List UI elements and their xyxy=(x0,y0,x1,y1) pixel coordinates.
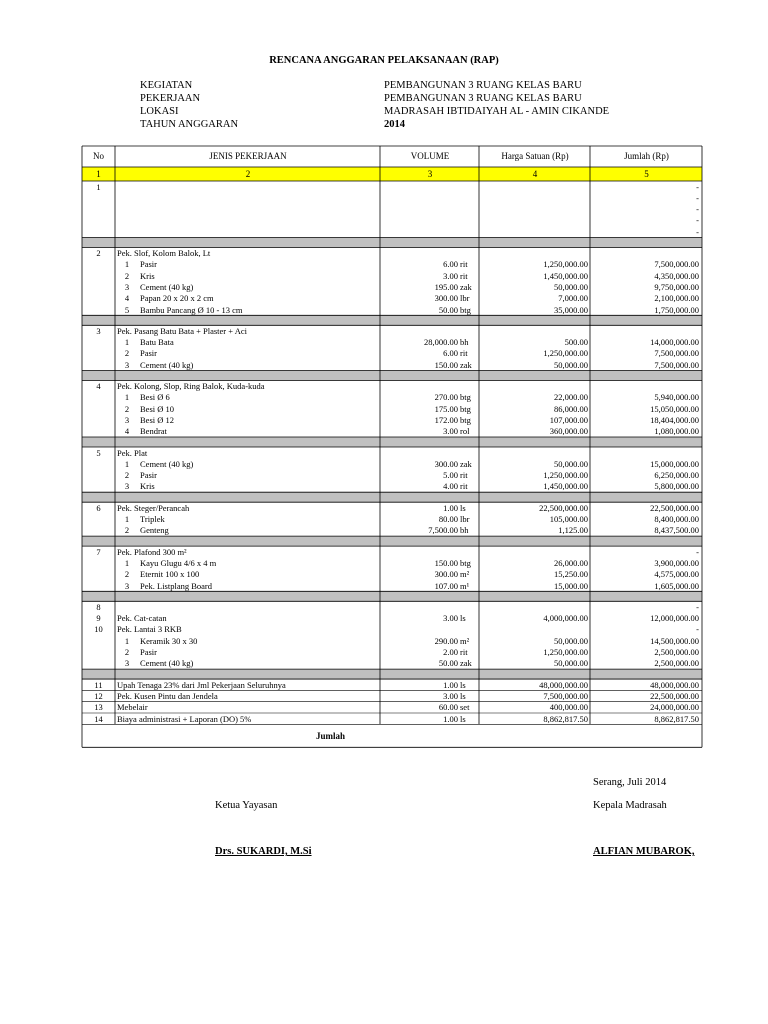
cell-description: Kayu Glugu 4/6 x 4 m xyxy=(140,557,217,568)
cell-total: 5,800,000.00 xyxy=(654,481,699,492)
cell-unit: btg xyxy=(460,414,471,425)
cell-price: 1,250,000.00 xyxy=(543,470,588,481)
cell-sub-no: 1 xyxy=(124,392,130,403)
cell-unit: m¹ xyxy=(460,580,470,591)
cell-description: Pasir xyxy=(140,259,157,270)
cell-unit: ls xyxy=(460,690,466,701)
cell-unit: btg xyxy=(460,392,471,403)
cell-volume: 50.00 xyxy=(438,658,458,669)
cell-total: 18,404,000.00 xyxy=(650,414,699,425)
cell-volume: 107.00 xyxy=(434,580,458,591)
cell-price: 1,450,000.00 xyxy=(543,270,588,281)
cell-volume: 50.00 xyxy=(438,304,458,315)
cell-price: 7,500,000.00 xyxy=(543,690,588,701)
cell-total: 8,862,817.50 xyxy=(654,713,699,724)
cell-unit: lbr xyxy=(460,514,470,524)
cell-total: 1,750,000.00 xyxy=(654,304,699,315)
cell-volume: 175.00 xyxy=(434,403,458,414)
cell-total: 14,500,000.00 xyxy=(650,635,699,646)
cell-sub-no: 2 xyxy=(124,569,130,580)
cell-description: Pek. Plat xyxy=(117,447,148,458)
cell-sub-no: 1 xyxy=(124,514,130,524)
cell-volume: 290.00 xyxy=(434,635,458,646)
cell-description: Upah Tenaga 23% dari Jml Pekerjaan Seluruhnya xyxy=(117,679,286,690)
cell-description: Keramik 30 x 30 xyxy=(140,635,198,646)
cell-volume: 28,000.00 xyxy=(424,337,458,348)
cell-price: 1,450,000.00 xyxy=(543,481,588,492)
cell-unit: rol xyxy=(460,426,470,437)
cell-total: 9,750,000.00 xyxy=(654,281,699,292)
cell-total: - xyxy=(696,226,699,237)
cell-sub-no: 2 xyxy=(124,647,130,657)
cell-total: 4,575,000.00 xyxy=(654,569,699,580)
cell-sub-no: 1 xyxy=(124,259,130,270)
cell-total: - xyxy=(696,215,699,226)
index-cell-1: 1 xyxy=(96,169,101,179)
cell-unit: btg xyxy=(460,557,471,568)
cell-total: 7,500,000.00 xyxy=(654,359,699,370)
cell-sub-no: 1 xyxy=(124,337,130,348)
cell-description: Pek. Listplang Board xyxy=(140,580,213,591)
cell-unit: rit xyxy=(460,348,468,359)
cell-description: Kris xyxy=(140,481,155,492)
cell-volume: 6.00 xyxy=(443,259,458,270)
cell-price: 500.00 xyxy=(564,337,588,348)
cell-price: 1,250,000.00 xyxy=(543,348,588,359)
cell-price: 26,000.00 xyxy=(554,557,588,568)
cell-description: Triplek xyxy=(140,514,165,524)
cell-description: Pasir xyxy=(140,348,157,359)
cell-unit: ls xyxy=(460,613,466,624)
cell-sub-no: 2 xyxy=(124,403,130,414)
cell-price: 1,250,000.00 xyxy=(543,647,588,657)
cell-total: 6,250,000.00 xyxy=(654,470,699,481)
cell-volume: 270.00 xyxy=(434,392,458,403)
cell-total: - xyxy=(696,601,699,612)
cell-price: 400,000.00 xyxy=(549,702,588,713)
cell-total: 2,500,000.00 xyxy=(654,658,699,669)
cell-description: Eternit 100 x 100 xyxy=(140,569,200,580)
cell-volume: 172.00 xyxy=(434,414,458,425)
cell-unit: ls xyxy=(460,713,466,724)
cell-price: 8,862,817.50 xyxy=(543,713,588,724)
cell-sub-no: 1 xyxy=(124,635,130,646)
cell-sub-no: 2 xyxy=(124,270,130,281)
info-value-lokasi: MADRASAH IBTIDAIYAH AL - AMIN CIKANDE xyxy=(384,106,610,117)
cell-volume: 7,500.00 xyxy=(428,525,458,536)
cell-volume: 1.00 xyxy=(443,713,458,724)
cell-description: Kris xyxy=(140,270,155,281)
cell-no: 4 xyxy=(96,381,101,391)
cell-volume: 300.00 xyxy=(434,458,458,469)
cell-total: - xyxy=(696,192,699,203)
cell-total: 48,000,000.00 xyxy=(650,679,699,690)
cell-description: Pek. Pasang Batu Bata + Plaster + Aci xyxy=(117,325,247,336)
cell-sub-no: 4 xyxy=(124,293,130,304)
cell-sub-no: 1 xyxy=(124,458,130,469)
cell-price: 86,000.00 xyxy=(554,403,588,414)
cell-unit: zak xyxy=(460,359,472,370)
cell-description: Pek. Lantai 3 RKB xyxy=(117,624,182,635)
cell-unit: btg xyxy=(460,403,471,414)
cell-price: 105,000.00 xyxy=(549,514,588,524)
cell-unit: m² xyxy=(460,635,470,646)
cell-description: Bambu Pancang Ø 10 - 13 cm xyxy=(140,304,243,315)
cell-description: Cement (40 kg) xyxy=(140,658,194,669)
cell-total: 15,000,000.00 xyxy=(650,458,699,469)
left-signatory-role: Ketua Yayasan xyxy=(215,800,278,811)
cell-no: 7 xyxy=(96,546,101,557)
cell-unit: rit xyxy=(460,481,468,492)
cell-total: 7,500,000.00 xyxy=(654,348,699,359)
cell-volume: 5.00 xyxy=(443,470,458,481)
header-jenis-pekerjaan: JENIS PEKERJAAN xyxy=(209,151,287,161)
cell-description: Pek. Steger/Perancah xyxy=(117,502,190,513)
info-label-tahun: TAHUN ANGGARAN xyxy=(140,119,239,130)
cell-description: Pek. Plafond 300 m² xyxy=(117,546,187,557)
cell-description: Besi Ø 6 xyxy=(140,392,170,403)
cell-volume: 3.00 xyxy=(443,270,458,281)
info-value-kegiatan: PEMBANGUNAN 3 RUANG KELAS BARU xyxy=(384,80,582,91)
cell-unit: zak xyxy=(460,658,472,669)
cell-volume: 4.00 xyxy=(443,481,458,492)
footer-jumlah-label: Jumlah xyxy=(316,731,346,742)
cell-no: 3 xyxy=(96,325,101,336)
cell-no: 5 xyxy=(96,447,101,458)
cell-price: 50,000.00 xyxy=(554,359,588,370)
cell-price: 360,000.00 xyxy=(549,426,588,437)
cell-price: 1,125.00 xyxy=(558,525,588,536)
separator-row xyxy=(82,669,702,679)
cell-description: Biaya administrasi + Laporan (DO) 5% xyxy=(117,713,252,724)
separator-row xyxy=(82,536,702,546)
separator-row xyxy=(82,437,702,447)
cell-unit: rit xyxy=(460,647,468,657)
cell-price: 35,000.00 xyxy=(554,304,588,315)
cell-price: 22,500,000.00 xyxy=(539,502,588,513)
cell-unit: ls xyxy=(460,502,466,513)
cell-no: 1 xyxy=(96,181,101,192)
cell-no: 8 xyxy=(96,601,101,612)
cell-no: 9 xyxy=(96,613,101,624)
cell-sub-no: 2 xyxy=(124,525,130,536)
cell-volume: 3.00 xyxy=(443,690,458,701)
cell-volume: 3.00 xyxy=(443,426,458,437)
index-cell-2: 2 xyxy=(245,169,251,179)
cell-description: Pek. Kolong, Slop, Ring Balok, Kuda-kuda xyxy=(117,381,265,391)
separator-row xyxy=(82,492,702,502)
cell-no: 6 xyxy=(96,502,101,513)
separator-row xyxy=(82,591,702,601)
cell-unit: bh xyxy=(460,525,469,536)
cell-price: 48,000,000.00 xyxy=(539,679,588,690)
cell-total: 15,050,000.00 xyxy=(650,403,699,414)
cell-volume: 2.00 xyxy=(443,647,458,657)
cell-unit: zak xyxy=(460,458,472,469)
document-title: RENCANA ANGGARAN PELAKSANAAN (RAP) xyxy=(269,55,499,66)
cell-no: 2 xyxy=(96,248,101,258)
cell-sub-no: 4 xyxy=(124,426,130,437)
cell-sub-no: 3 xyxy=(124,359,130,370)
cell-price: 107,000.00 xyxy=(549,414,588,425)
cell-total: 14,000,000.00 xyxy=(650,337,699,348)
cell-description: Mebelair xyxy=(117,702,148,713)
cell-unit: zak xyxy=(460,281,472,292)
place-date: Serang, Juli 2014 xyxy=(593,777,667,788)
cell-total: 22,500,000.00 xyxy=(650,502,699,513)
cell-unit: btg xyxy=(460,304,471,315)
cell-no: 10 xyxy=(94,624,103,635)
cell-volume: 1.00 xyxy=(443,502,458,513)
cell-unit: rit xyxy=(460,259,468,270)
cell-total: - xyxy=(696,204,699,215)
cell-description: Cement (40 kg) xyxy=(140,281,194,292)
info-value-pekerjaan: PEMBANGUNAN 3 RUANG KELAS BARU xyxy=(384,93,582,104)
index-cell-4: 4 xyxy=(532,169,538,179)
cell-price: 50,000.00 xyxy=(554,658,588,669)
cell-total: 2,100,000.00 xyxy=(654,293,699,304)
cell-unit: set xyxy=(460,702,470,713)
index-cell-3: 3 xyxy=(427,169,433,179)
index-cell-5: 5 xyxy=(644,169,649,179)
cell-sub-no: 3 xyxy=(124,281,130,292)
separator-row xyxy=(82,371,702,381)
cell-unit: ls xyxy=(460,679,466,690)
right-signatory-role: Kepala Madrasah xyxy=(593,800,667,811)
info-label-kegiatan: KEGIATAN xyxy=(140,80,193,91)
cell-description: Batu Bata xyxy=(140,337,174,348)
cell-sub-no: 3 xyxy=(124,414,130,425)
cell-no: 12 xyxy=(94,690,103,701)
cell-sub-no: 3 xyxy=(124,658,130,669)
header-jumlah: Jumlah (Rp) xyxy=(624,151,669,161)
header-volume: VOLUME xyxy=(410,151,450,161)
cell-description: Pasir xyxy=(140,470,157,481)
cell-volume: 300.00 xyxy=(434,569,458,580)
cell-total: 22,500,000.00 xyxy=(650,690,699,701)
cell-description: Besi Ø 12 xyxy=(140,414,174,425)
separator-row xyxy=(82,238,702,248)
cell-total: 3,900,000.00 xyxy=(654,557,699,568)
cell-sub-no: 3 xyxy=(124,481,130,492)
cell-volume: 150.00 xyxy=(434,557,458,568)
cell-price: 15,250.00 xyxy=(554,569,588,580)
cell-description: Cement (40 kg) xyxy=(140,458,194,469)
cell-price: 1,250,000.00 xyxy=(543,259,588,270)
cell-description: Besi Ø 10 xyxy=(140,403,174,414)
cell-description: Pek. Slof, Kolom Balok, Lt xyxy=(117,248,211,258)
info-value-tahun: 2014 xyxy=(384,119,405,130)
cell-total: 8,400,000.00 xyxy=(654,514,699,524)
cell-volume: 1.00 xyxy=(443,679,458,690)
header-no: No xyxy=(93,151,104,161)
cell-description: Papan 20 x 20 x 2 cm xyxy=(140,293,214,304)
cell-description: Pasir xyxy=(140,647,157,657)
cell-total: 1,605,000.00 xyxy=(654,580,699,591)
header-harga-satuan: Harga Satuan (Rp) xyxy=(501,151,569,161)
cell-volume: 150.00 xyxy=(434,359,458,370)
cell-total: 4,350,000.00 xyxy=(654,270,699,281)
separator-row xyxy=(82,315,702,325)
cell-unit: rit xyxy=(460,470,468,481)
info-label-pekerjaan: PEKERJAAN xyxy=(140,93,201,104)
cell-price: 50,000.00 xyxy=(554,458,588,469)
cell-volume: 60.00 xyxy=(438,702,458,713)
cell-description: Bendrat xyxy=(140,426,167,437)
left-signatory-name: Drs. SUKARDI, M.Si xyxy=(215,846,312,857)
cell-total: 8,437,500.00 xyxy=(654,525,699,536)
cell-total: - xyxy=(696,624,699,635)
cell-total: 24,000,000.00 xyxy=(650,702,699,713)
cell-unit: rit xyxy=(460,270,468,281)
cell-sub-no: 1 xyxy=(124,557,130,568)
cell-total: - xyxy=(696,181,699,192)
cell-total: 2,500,000.00 xyxy=(654,647,699,657)
cell-volume: 3.00 xyxy=(443,613,458,624)
cell-description: Pek. Kusen Pintu dan Jendela xyxy=(117,690,218,701)
cell-volume: 195.00 xyxy=(434,281,458,292)
cell-no: 14 xyxy=(94,713,103,724)
cell-total: 12,000,000.00 xyxy=(650,613,699,624)
cell-total: 5,940,000.00 xyxy=(654,392,699,403)
cell-unit: lbr xyxy=(460,293,470,304)
cell-sub-no: 3 xyxy=(124,580,130,591)
cell-description: Cement (40 kg) xyxy=(140,359,194,370)
cell-volume: 80.00 xyxy=(438,514,458,524)
cell-sub-no: 2 xyxy=(124,470,130,481)
right-signatory-name: ALFIAN MUBAROK, xyxy=(593,846,695,857)
cell-unit: m² xyxy=(460,569,470,580)
cell-sub-no: 2 xyxy=(124,348,130,359)
cell-price: 50,000.00 xyxy=(554,635,588,646)
cell-price: 15,000.00 xyxy=(554,580,588,591)
cell-price: 7,000.00 xyxy=(558,293,588,304)
cell-description: Pek. Cat-catan xyxy=(117,613,167,624)
cell-price: 50,000.00 xyxy=(554,281,588,292)
info-label-lokasi: LOKASI xyxy=(140,106,179,117)
cell-no: 13 xyxy=(94,702,103,713)
cell-price: 4,000,000.00 xyxy=(543,613,588,624)
cell-total: 1,080,000.00 xyxy=(654,426,699,437)
cell-price: 22,000.00 xyxy=(554,392,588,403)
cell-sub-no: 5 xyxy=(124,304,130,315)
cell-volume: 6.00 xyxy=(443,348,458,359)
cell-total: 7,500,000.00 xyxy=(654,259,699,270)
cell-total: - xyxy=(696,546,699,557)
cell-no: 11 xyxy=(94,679,103,690)
cell-description: Genteng xyxy=(140,525,169,536)
cell-volume: 300.00 xyxy=(434,293,458,304)
cell-unit: bh xyxy=(460,337,469,348)
